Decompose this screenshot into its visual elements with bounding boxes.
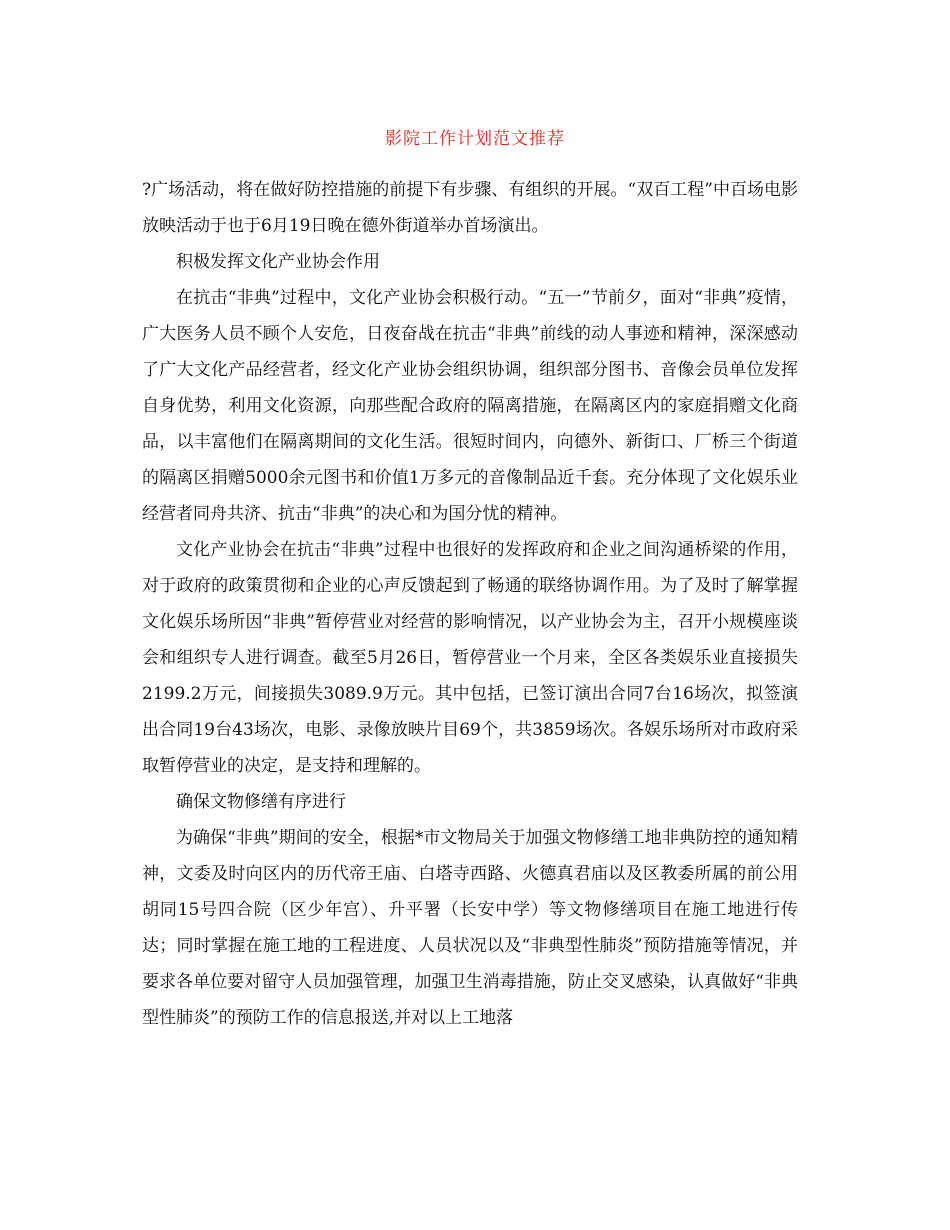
document-title: 影院工作计划范文推荐 [385, 129, 565, 149]
paragraph-intro: ?广场活动，将在做好防控措施的前提下有步骤、有组织的开展。“双百工程”中百场电影放映活动于也于6月19日晚在德外街道举办首场演出。 [142, 180, 798, 236]
paragraph-bridge-role: 文化产业协会在抗击“非典”过程中也很好的发挥政府和企业之间沟通桥梁的作用，对于政府的政策贯彻和企业的心声反馈起到了畅通的联络协调作用。为了及时了解掌握文化娱乐场所因“非典”暂停营业对经营的影响情况，以产业协会为主，召开小规模座谈会和组织专人进行调查。截至5月26日，暂停营业一个月来，全区各类娱乐业直接损失2199.2万元，间接损失3089.9万元。其中包括，已签订演出合同7台16场次，拟签演出合同19台43场次，电影、录像放映片目69个，共3859场次。各娱乐场所对市政府采取暂停营业的决定，是支持和理解的。 [142, 540, 798, 776]
paragraph-heritage-safety: 为确保“非典”期间的安全，根据*市文物局关于加强文物修缮工地非典防控的通知精神，文委及时向区内的历代帝王庙、白塔寺西路、火德真君庙以及区教委所属的前公用胡同15号四合院（区少年宫）、升平署（长安中学）等文物修缮项目在施工地进行传达；同时掌握在施工地的工程进度、人员状况以及“非典型性肺炎”预防措施等情况，并要求各单位要对留守人员加强管理，加强卫生消毒措施，防止交叉感染，认真做好“非典型性肺炎”的预防工作的信息报送,并对以上工地落 [142, 828, 798, 1028]
section-heading-culture-association: 积极发挥文化产业协会作用 [176, 252, 380, 272]
section-heading-heritage-repair: 确保文物修缮有序进行 [176, 792, 346, 812]
paragraph-donation: 在抗击“非典”过程中，文化产业协会积极行动。“五一”节前夕，面对“非典”疫情，广大医务人员不顾个人安危，日夜奋战在抗击“非典”前线的动人事迹和精神，深深感动了广大文化产品经营者，经文化产业协会组织协调，组织部分图书、音像会员单位发挥自身优势，利用文化资源，向那些配合政府的隔离措施，在隔离区内的家庭捐赠文化商品，以丰富他们在隔离期间的文化生活。很短时间内，向德外、新街口、厂桥三个街道的隔离区捐赠5000余元图书和价值1万多元的音像制品近千套。充分体现了文化娱乐业经营者同舟共济、抗击“非典”的决心和为国分忧的精神。 [142, 288, 798, 524]
document-body [142, 172, 798, 1036]
